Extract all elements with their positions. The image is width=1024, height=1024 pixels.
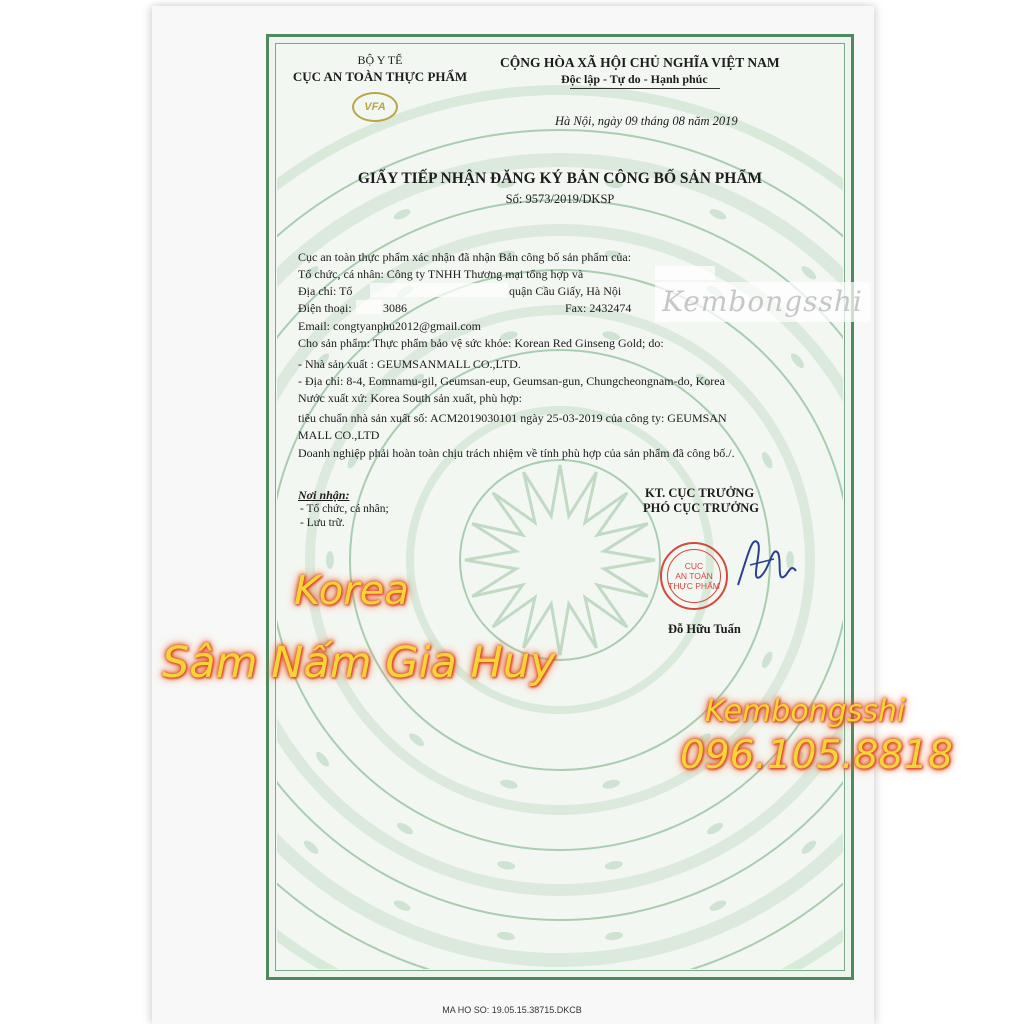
drum-star-shape (465, 465, 655, 655)
drum-motif (708, 898, 728, 913)
drum-motif (407, 731, 426, 748)
drum-motif (604, 860, 623, 871)
seller-phone-overlay: 096.105.8818 (680, 733, 953, 778)
issue-date: Hà Nội, ngày 09 tháng 08 năm 2019 (555, 114, 738, 128)
signature-title: KT. CỤC TRƯỞNG (645, 486, 755, 500)
drum-motif (395, 821, 415, 837)
drum-motif (789, 351, 807, 370)
body-line-email: Email: congtyanphu2012@gmail.com (298, 319, 482, 333)
body-line-address-tail: quận Cầu Giấy, Hà Nội (509, 284, 622, 298)
drum-motif (302, 838, 321, 856)
drum-motif (392, 898, 412, 913)
redacted-area (356, 300, 382, 314)
body-line-organization: Tổ chức, cá nhân: Công ty TNHH Thương mại tổng hợp và (298, 267, 584, 281)
signature-subtitle: PHÓ CỤC TRƯỞNG (643, 501, 759, 515)
body-line-origin: Nước xuất xứ: Korea South sản xuất, phù hợp: (298, 391, 522, 405)
document-title: GIẤY TIẾP NHẬN ĐĂNG KÝ BẢN CÔNG BỐ SẢN PHẨM (357, 170, 763, 187)
handwritten-signature (730, 525, 800, 605)
body-line-intro: Cục an toàn thực phẩm xác nhận đã nhận Bản công bố sản phẩm của: (298, 250, 632, 264)
drum-motif (232, 756, 248, 775)
body-line-fax: Fax: 2432474 (565, 301, 632, 315)
drum-motif (799, 838, 818, 856)
motto: Độc lập - Tự do - Hạnh phúc (561, 72, 708, 86)
drum-motif (918, 443, 931, 463)
ministry-label: BỘ Y TẾ (357, 53, 403, 67)
drum-motif (936, 551, 944, 569)
drum-motif (496, 931, 515, 941)
drum-motif (232, 345, 248, 364)
drum-motif (866, 551, 874, 569)
drum-motif (871, 345, 887, 364)
drum-motif (760, 650, 775, 670)
nation-heading: CỘNG HÒA XÃ HỘI CHỦ NGHĨA VIỆT NAM (500, 55, 780, 70)
redacted-area (655, 266, 715, 280)
recipient-item: - Lưu trữ. (300, 517, 345, 529)
recipient-item: - Tổ chức, cá nhân; (300, 503, 389, 515)
seller-watermark: Kembongsshi (655, 282, 870, 322)
drum-motif (844, 656, 858, 676)
drum-motif (497, 860, 516, 871)
body-line-standard: tiêu chuẩn nhà sản xuất số: ACM2019030101 ngày 25-03-2019 của công ty: GEUMSAN (298, 411, 727, 425)
drum-motif (246, 551, 254, 569)
body-line-manufacturer-address: - Địa chỉ: 8-4, Eomnamu-gil, Geumsan-eup, Geumsan-gun, Chungcheongnam-do, Korea (298, 374, 725, 388)
body-line-standard-company: MALL CO.,LTD (298, 428, 380, 442)
drum-motif (499, 778, 518, 790)
body-line-responsibility: Doanh nghiệp phải hoàn toàn chịu trách nhiệm về tính phù hợp của sản phẩm đã công bố./. (298, 446, 735, 460)
drum-motif (708, 207, 728, 222)
drum-motif (799, 264, 818, 282)
official-red-stamp (660, 542, 728, 610)
seller-name-overlay: Kembongsshi (705, 694, 906, 729)
motto-underline (570, 88, 720, 89)
body-line-phone-tail: 3086 (383, 301, 407, 315)
agency-label: CỤC AN TOÀN THỰC PHẨM (292, 69, 468, 84)
stamp-text: CỤC (684, 561, 704, 571)
body-line-address: Địa chỉ: Tổ (298, 284, 353, 298)
signer-name: Đỗ Hữu Tuấn (668, 622, 741, 636)
stamp-text: AN TOÀN (675, 571, 713, 581)
drum-motif (314, 750, 332, 769)
drum-motif (705, 821, 725, 837)
brand-name-overlay: Sâm Nấm Gia Huy (162, 638, 556, 688)
drum-motif (605, 931, 624, 941)
document-number: Số: 9573/2019/DKSP (505, 192, 615, 206)
body-line-manufacturer: - Nhà sản xuất : GEUMSANMALL CO.,LTD. (298, 357, 521, 371)
drum-motif (392, 207, 412, 222)
stamp-text: THỰC PHẨM (668, 581, 720, 591)
vfa-logo-text: VFA (364, 101, 386, 113)
drum-motif (760, 450, 775, 470)
body-line-phone: Điện thoại: (298, 301, 352, 315)
body-line-product: Cho sản phẩm: Thực phẩm bảo vệ sức khỏe: Korean Red Ginseng Gold; do: (298, 336, 664, 350)
drum-motif (844, 444, 858, 464)
drum-motif (918, 657, 931, 677)
drum-motif (176, 551, 184, 569)
drum-motif (602, 778, 621, 790)
drum-star (465, 465, 655, 655)
brand-korea-overlay: Korea (294, 568, 409, 614)
recipients-heading: Nơi nhận: (298, 488, 350, 502)
drum-motif (326, 551, 334, 569)
redacted-area (370, 283, 508, 297)
dossier-code: MA HO SO: 19.05.15.38715.DKCB (442, 1005, 582, 1015)
vfa-logo (352, 92, 398, 122)
drum-motif (189, 443, 202, 463)
drum-motif (262, 444, 276, 464)
